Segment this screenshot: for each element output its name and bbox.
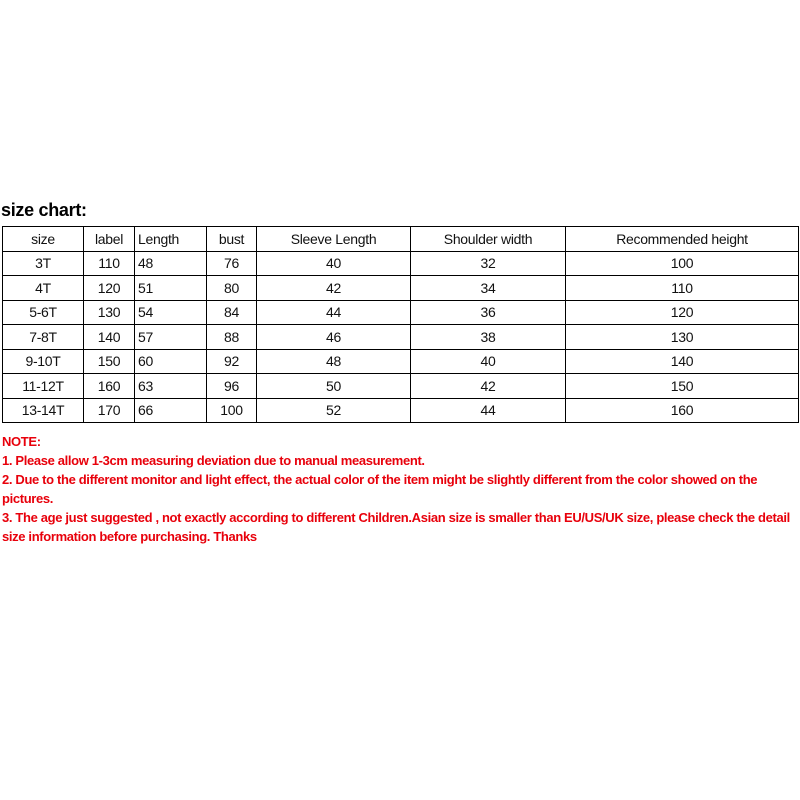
cell-size: 4T — [3, 276, 84, 301]
note-item-3: 3. The age just suggested , not exactly according to different Children.Asian size is smaller than EU/US/UK size, please check the detail size information before purchasing. Thanks — [2, 510, 790, 544]
header-length: Length — [135, 227, 207, 252]
cell-size: 11-12T — [3, 374, 84, 399]
cell-bust: 76 — [207, 251, 257, 276]
cell-recommended-height: 140 — [566, 349, 799, 374]
cell-recommended-height: 120 — [566, 300, 799, 325]
cell-label: 130 — [84, 300, 135, 325]
cell-recommended-height: 160 — [566, 398, 799, 423]
cell-recommended-height: 110 — [566, 276, 799, 301]
table-row — [3, 300, 799, 325]
cell-size: 5-6T — [3, 300, 84, 325]
cell-recommended-height: 100 — [566, 251, 799, 276]
cell-length: 57 — [135, 325, 207, 350]
cell-shoulder-width: 38 — [411, 325, 566, 350]
cell-shoulder-width: 36 — [411, 300, 566, 325]
cell-sleeve-length: 44 — [257, 300, 411, 325]
cell-sleeve-length: 46 — [257, 325, 411, 350]
size-table — [2, 226, 799, 423]
cell-length: 66 — [135, 398, 207, 423]
cell-shoulder-width: 40 — [411, 349, 566, 374]
cell-shoulder-width: 34 — [411, 276, 566, 301]
note-heading: NOTE: — [2, 434, 41, 449]
cell-length: 51 — [135, 276, 207, 301]
table-row — [3, 325, 799, 350]
header-sleeve-length: Sleeve Length — [257, 227, 411, 252]
cell-bust: 84 — [207, 300, 257, 325]
cell-label: 150 — [84, 349, 135, 374]
cell-recommended-height: 130 — [566, 325, 799, 350]
cell-size: 9-10T — [3, 349, 84, 374]
cell-length: 54 — [135, 300, 207, 325]
note-item-2: 2. Due to the different monitor and light effect, the actual color of the item might be slightly different from the color showed on the pictures. — [2, 472, 758, 506]
table-row — [3, 349, 799, 374]
header-recommended-height: Recommended height — [566, 227, 799, 252]
cell-sleeve-length: 50 — [257, 374, 411, 399]
cell-label: 140 — [84, 325, 135, 350]
cell-size: 7-8T — [3, 325, 84, 350]
cell-sleeve-length: 40 — [257, 251, 411, 276]
table-header-row — [3, 227, 799, 252]
cell-bust: 88 — [207, 325, 257, 350]
cell-length: 48 — [135, 251, 207, 276]
note-item-1: 1. Please allow 1-3cm measuring deviation due to manual measurement. — [2, 453, 425, 468]
notes-section — [2, 432, 798, 546]
cell-bust: 92 — [207, 349, 257, 374]
cell-bust: 80 — [207, 276, 257, 301]
cell-shoulder-width: 32 — [411, 251, 566, 276]
cell-length: 63 — [135, 374, 207, 399]
cell-recommended-height: 150 — [566, 374, 799, 399]
cell-label: 110 — [84, 251, 135, 276]
cell-bust: 96 — [207, 374, 257, 399]
cell-shoulder-width: 42 — [411, 374, 566, 399]
cell-shoulder-width: 44 — [411, 398, 566, 423]
cell-label: 120 — [84, 276, 135, 301]
table-row — [3, 251, 799, 276]
cell-label: 170 — [84, 398, 135, 423]
table-row — [3, 276, 799, 301]
header-label: label — [84, 227, 135, 252]
cell-label: 160 — [84, 374, 135, 399]
cell-sleeve-length: 48 — [257, 349, 411, 374]
table-row — [3, 398, 799, 423]
cell-size: 3T — [3, 251, 84, 276]
cell-length: 60 — [135, 349, 207, 374]
cell-bust: 100 — [207, 398, 257, 423]
cell-sleeve-length: 42 — [257, 276, 411, 301]
table-row — [3, 374, 799, 399]
header-size: size — [3, 227, 84, 252]
cell-sleeve-length: 52 — [257, 398, 411, 423]
header-shoulder-width: Shoulder width — [411, 227, 566, 252]
size-chart-title: size chart: — [1, 200, 87, 220]
cell-size: 13-14T — [3, 398, 84, 423]
header-bust: bust — [207, 227, 257, 252]
